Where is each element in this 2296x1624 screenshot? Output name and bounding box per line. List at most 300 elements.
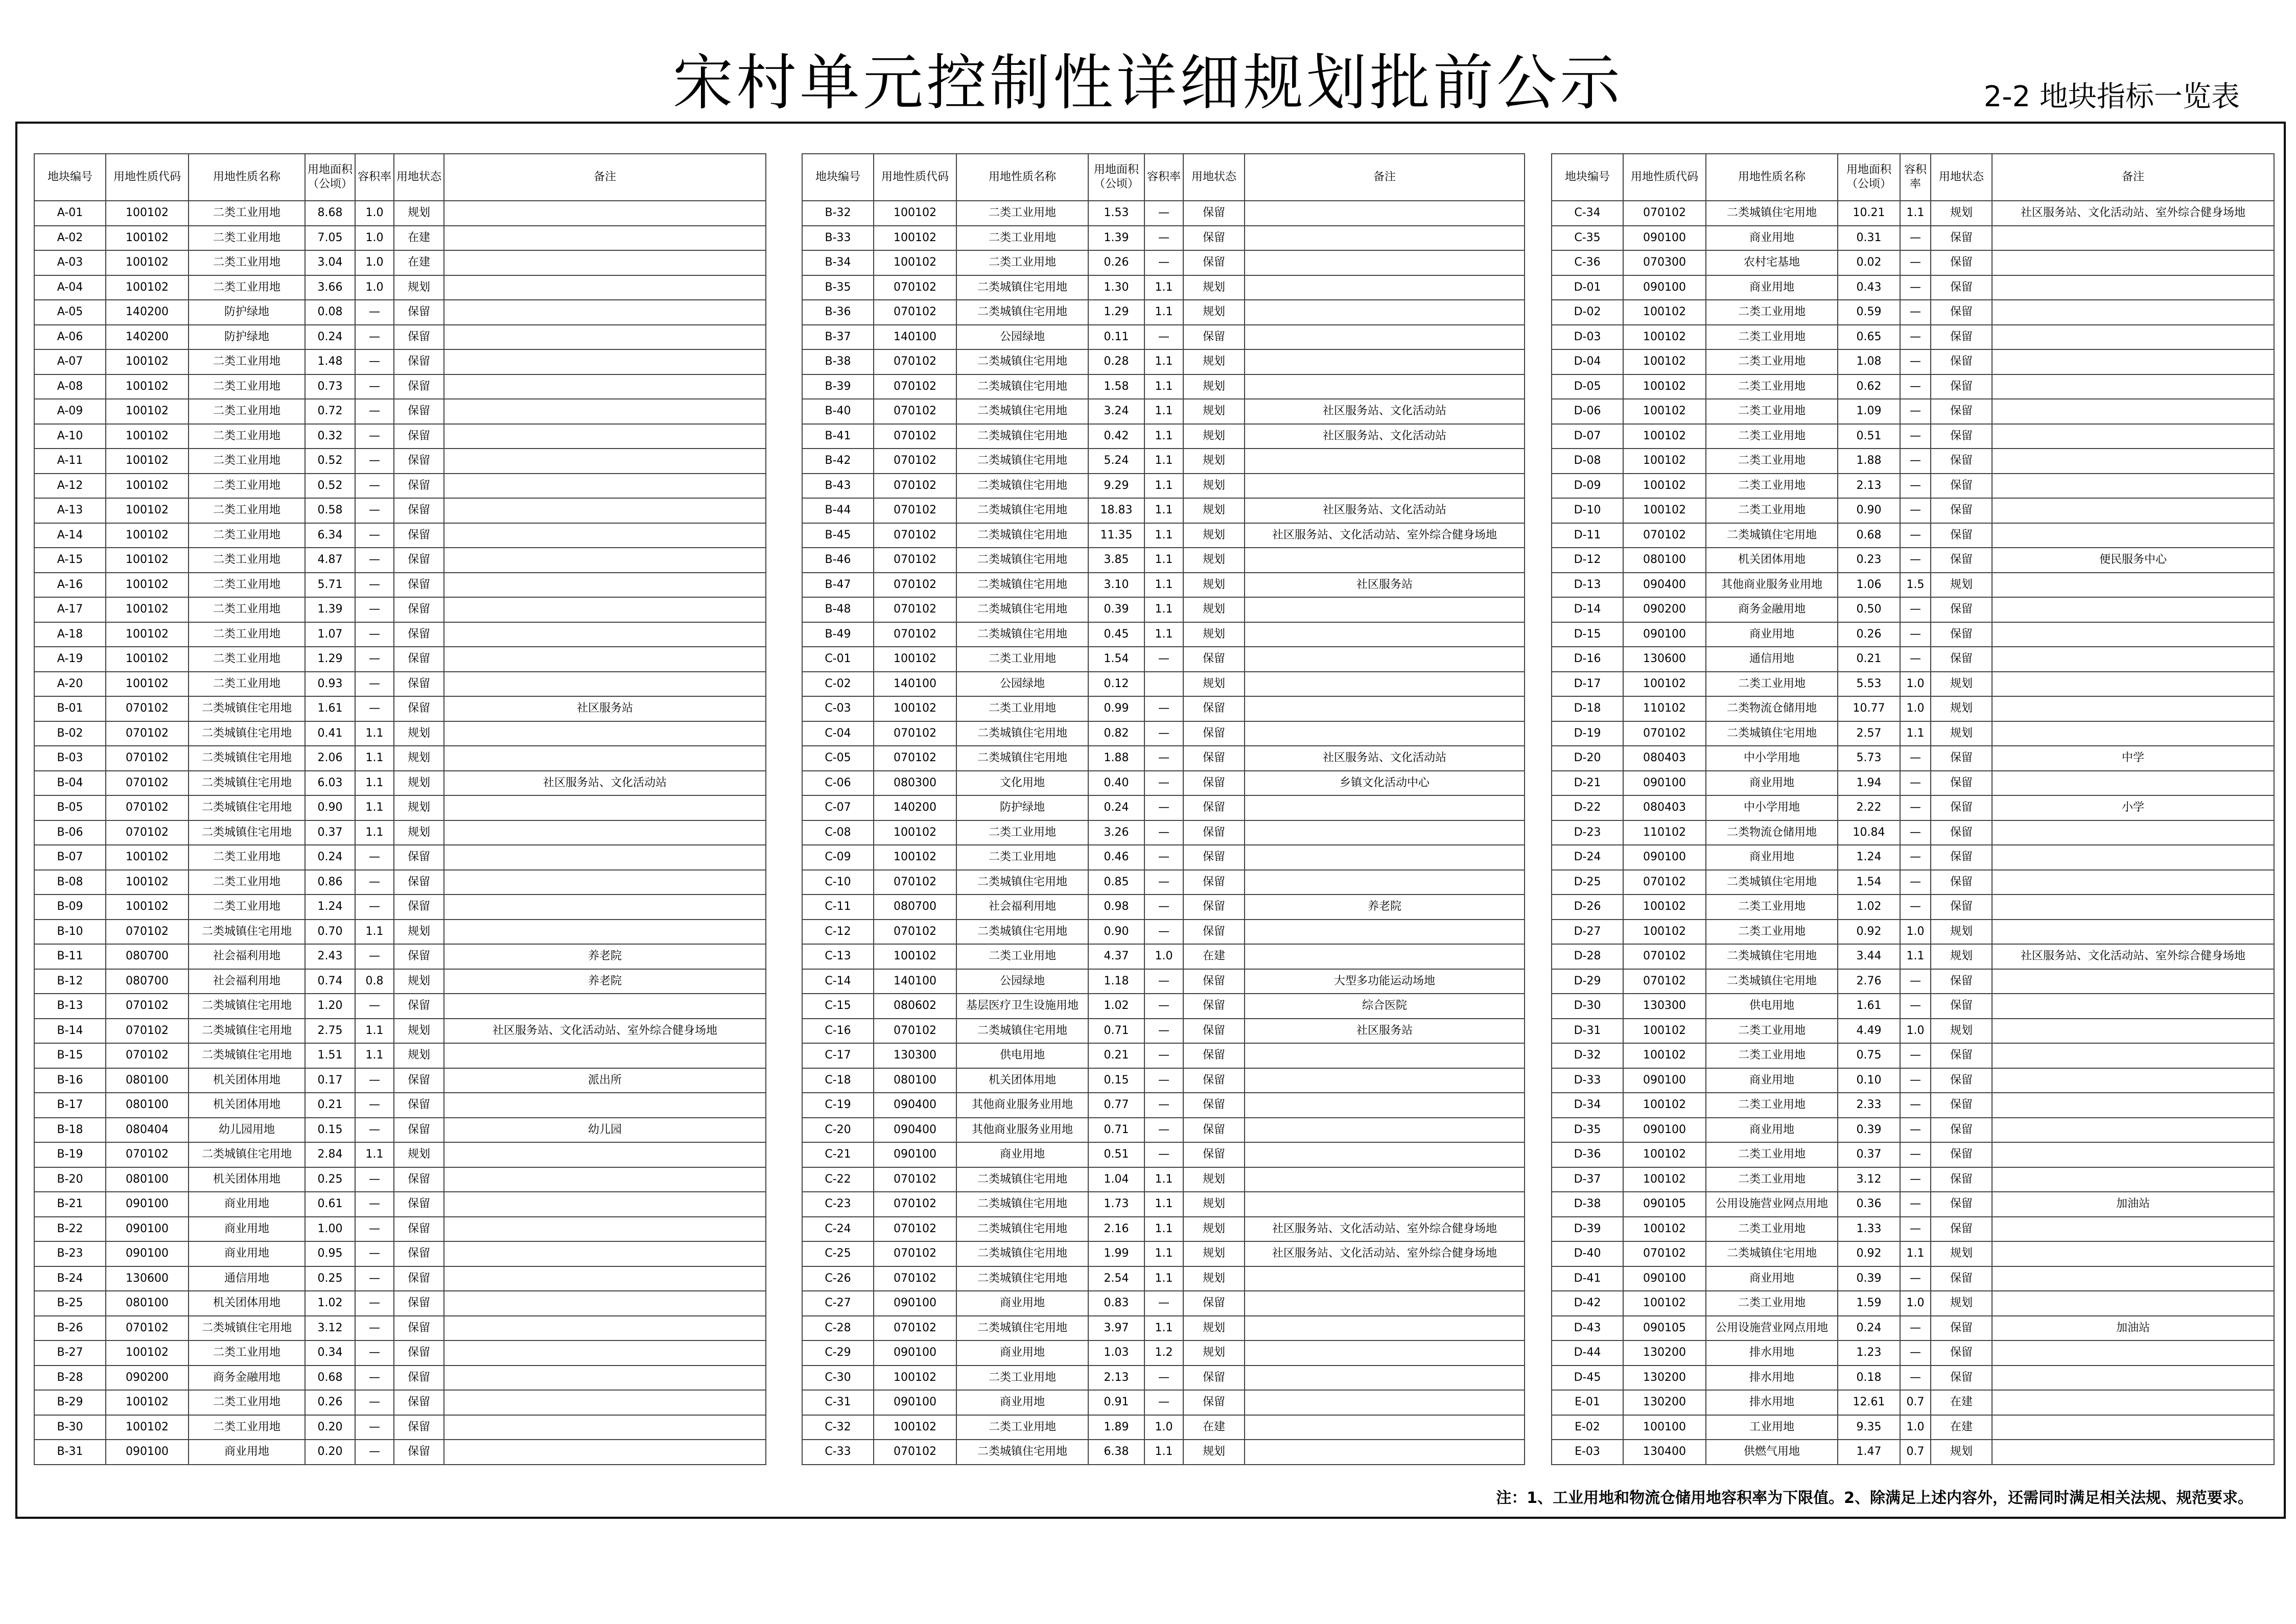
cell-land-code: 100102 <box>1623 424 1706 449</box>
cell-far: 1.2 <box>1144 1340 1183 1366</box>
cell-remarks <box>1992 895 2274 920</box>
cell-remarks <box>1992 474 2274 499</box>
cell-far: 1.0 <box>1144 1415 1183 1440</box>
table-row <box>802 746 1525 771</box>
cell-plot-id: C-21 <box>802 1142 874 1167</box>
cell-status: 在建 <box>1183 1415 1245 1440</box>
cell-remarks <box>1245 647 1525 672</box>
cell-far: — <box>1900 424 1931 449</box>
cell-remarks <box>444 820 766 845</box>
cell-remarks: 社区服务站、文化活动站 <box>1245 424 1525 449</box>
cell-land-name: 二类工业用地 <box>189 647 305 672</box>
cell-area: 0.58 <box>305 498 355 523</box>
cell-far: — <box>1900 349 1931 374</box>
cell-plot-id: D-41 <box>1552 1266 1623 1291</box>
cell-land-code: 070102 <box>874 449 956 474</box>
cell-far: — <box>1900 226 1931 251</box>
cell-status: 规划 <box>1183 374 1245 399</box>
cell-far: — <box>355 1440 394 1465</box>
cell-status: 规划 <box>394 1142 444 1167</box>
cell-status: 保留 <box>394 1415 444 1440</box>
cell-far: 1.0 <box>355 250 394 275</box>
cell-land-name: 二类城镇住宅用地 <box>189 721 305 746</box>
cell-area: 0.52 <box>305 474 355 499</box>
cell-status: 保留 <box>1931 1192 1992 1217</box>
cell-land-code: 080700 <box>106 969 189 994</box>
table-row <box>1552 721 2274 746</box>
col-header-land-code: 用地性质代码 <box>874 154 956 201</box>
cell-plot-id: C-25 <box>802 1241 874 1266</box>
cell-land-code: 070102 <box>106 1043 189 1068</box>
cell-plot-id: D-08 <box>1552 449 1623 474</box>
cell-area: 2.54 <box>1088 1266 1144 1291</box>
table-row <box>1552 1266 2274 1291</box>
cell-remarks <box>1245 1192 1525 1217</box>
table-header-row <box>802 154 1525 201</box>
cell-status: 保留 <box>394 1316 444 1341</box>
table-row <box>34 523 766 548</box>
cell-status: 保留 <box>1183 845 1245 870</box>
cell-remarks <box>444 672 766 697</box>
cell-area: 1.94 <box>1838 771 1900 796</box>
cell-plot-id: C-28 <box>802 1316 874 1341</box>
cell-far: — <box>1900 969 1931 994</box>
cell-plot-id: D-35 <box>1552 1118 1623 1143</box>
cell-land-code: 070102 <box>874 870 956 895</box>
cell-area: 2.06 <box>305 746 355 771</box>
cell-land-name: 二类工业用地 <box>1706 474 1838 499</box>
cell-far: 0.7 <box>1900 1440 1931 1465</box>
cell-plot-id: C-23 <box>802 1192 874 1217</box>
table-row <box>34 696 766 721</box>
cell-plot-id: C-35 <box>1552 226 1623 251</box>
cell-area: 10.21 <box>1838 201 1900 226</box>
cell-area: 0.59 <box>1838 300 1900 325</box>
table-row <box>34 1440 766 1465</box>
cell-plot-id: B-42 <box>802 449 874 474</box>
cell-far: — <box>1900 449 1931 474</box>
table-row <box>1552 920 2274 945</box>
cell-area: 3.26 <box>1088 820 1144 845</box>
cell-status: 规划 <box>1183 1217 1245 1242</box>
cell-plot-id: D-01 <box>1552 275 1623 300</box>
cell-area: 1.53 <box>1088 201 1144 226</box>
cell-far: 1.0 <box>1900 1291 1931 1316</box>
cell-plot-id: A-05 <box>34 300 106 325</box>
cell-plot-id: D-19 <box>1552 721 1623 746</box>
cell-plot-id: B-21 <box>34 1192 106 1217</box>
table-row <box>802 1390 1525 1415</box>
table-row <box>34 622 766 647</box>
cell-land-name: 商业用地 <box>956 1291 1088 1316</box>
table-row <box>34 870 766 895</box>
cell-remarks <box>444 474 766 499</box>
table-row <box>802 895 1525 920</box>
cell-area: 0.31 <box>1838 226 1900 251</box>
cell-far: 1.1 <box>1144 300 1183 325</box>
cell-plot-id: D-43 <box>1552 1316 1623 1341</box>
table-row <box>1552 1241 2274 1266</box>
cell-far: — <box>1900 845 1931 870</box>
cell-plot-id: B-47 <box>802 573 874 598</box>
cell-status: 保留 <box>1931 548 1992 573</box>
cell-land-name: 公园绿地 <box>956 672 1088 697</box>
cell-far: — <box>1900 771 1931 796</box>
cell-land-name: 二类工业用地 <box>189 622 305 647</box>
table-row <box>1552 994 2274 1019</box>
cell-land-name: 机关团体用地 <box>956 1068 1088 1093</box>
cell-area: 3.85 <box>1088 548 1144 573</box>
cell-status: 保留 <box>1183 870 1245 895</box>
cell-remarks <box>444 498 766 523</box>
cell-land-code: 070102 <box>106 1316 189 1341</box>
cell-remarks: 大型多功能运动场地 <box>1245 969 1525 994</box>
col-header-remarks: 备注 <box>1992 154 2274 201</box>
cell-status: 保留 <box>1183 250 1245 275</box>
cell-status: 规划 <box>394 969 444 994</box>
cell-plot-id: C-10 <box>802 870 874 895</box>
cell-remarks <box>1992 424 2274 449</box>
cell-plot-id: C-11 <box>802 895 874 920</box>
cell-land-code: 080602 <box>874 994 956 1019</box>
table-row <box>802 1241 1525 1266</box>
cell-status: 保留 <box>1183 746 1245 771</box>
cell-status: 保留 <box>1931 1266 1992 1291</box>
cell-plot-id: A-11 <box>34 449 106 474</box>
cell-land-name: 二类城镇住宅用地 <box>956 498 1088 523</box>
cell-far: — <box>1900 300 1931 325</box>
cell-plot-id: B-15 <box>34 1043 106 1068</box>
cell-far: — <box>1900 870 1931 895</box>
table-row <box>802 325 1525 350</box>
cell-land-code: 070102 <box>874 622 956 647</box>
cell-land-code: 100102 <box>874 226 956 251</box>
cell-remarks: 综合医院 <box>1245 994 1525 1019</box>
cell-area: 2.22 <box>1838 795 1900 820</box>
cell-plot-id: C-19 <box>802 1093 874 1118</box>
cell-far <box>1144 672 1183 697</box>
cell-land-code: 070102 <box>106 994 189 1019</box>
cell-status: 规划 <box>394 795 444 820</box>
table-row <box>1552 1316 2274 1341</box>
cell-plot-id: B-19 <box>34 1142 106 1167</box>
cell-status: 规划 <box>1931 944 1992 969</box>
cell-plot-id: D-33 <box>1552 1068 1623 1093</box>
cell-plot-id: B-24 <box>34 1266 106 1291</box>
table-row <box>1552 597 2274 622</box>
cell-area: 0.17 <box>305 1068 355 1093</box>
cell-land-code: 100102 <box>106 647 189 672</box>
cell-remarks: 派出所 <box>444 1068 766 1093</box>
cell-area: 2.76 <box>1838 969 1900 994</box>
cell-status: 保留 <box>394 300 444 325</box>
cell-plot-id: D-18 <box>1552 696 1623 721</box>
cell-status: 在建 <box>394 250 444 275</box>
cell-far: — <box>1900 1118 1931 1143</box>
cell-land-code: 100102 <box>106 250 189 275</box>
cell-land-name: 中小学用地 <box>1706 795 1838 820</box>
cell-plot-id: B-17 <box>34 1093 106 1118</box>
cell-status: 规划 <box>1931 1440 1992 1465</box>
cell-land-name: 二类城镇住宅用地 <box>956 1217 1088 1242</box>
cell-plot-id: B-37 <box>802 325 874 350</box>
cell-land-code: 070102 <box>106 795 189 820</box>
col-header-plot-id: 地块编号 <box>802 154 874 201</box>
cell-area: 0.70 <box>305 920 355 945</box>
cell-area: 0.90 <box>305 795 355 820</box>
cell-land-code: 090100 <box>1623 226 1706 251</box>
cell-status: 规划 <box>1183 672 1245 697</box>
table-row <box>34 1415 766 1440</box>
cell-land-name: 二类工业用地 <box>1706 300 1838 325</box>
cell-land-code: 130300 <box>874 1043 956 1068</box>
cell-land-name: 二类工业用地 <box>189 870 305 895</box>
cell-status: 保留 <box>394 944 444 969</box>
table-row <box>802 250 1525 275</box>
table-row <box>1552 795 2274 820</box>
table-row <box>1552 349 2274 374</box>
cell-far: — <box>1144 795 1183 820</box>
cell-far: — <box>1900 523 1931 548</box>
cell-status: 保留 <box>1183 1142 1245 1167</box>
cell-remarks <box>444 523 766 548</box>
cell-land-name: 二类城镇住宅用地 <box>1706 969 1838 994</box>
cell-remarks <box>1992 870 2274 895</box>
cell-remarks: 社区服务站、文化活动站、室外综合健身场地 <box>1245 1217 1525 1242</box>
cell-remarks <box>444 895 766 920</box>
cell-land-code: 100102 <box>106 1390 189 1415</box>
cell-land-code: 100102 <box>106 474 189 499</box>
cell-land-code: 100102 <box>1623 474 1706 499</box>
table-row <box>34 721 766 746</box>
cell-plot-id: D-12 <box>1552 548 1623 573</box>
cell-plot-id: A-13 <box>34 498 106 523</box>
cell-remarks <box>444 275 766 300</box>
cell-far: 1.1 <box>1144 374 1183 399</box>
cell-status: 保留 <box>1931 795 1992 820</box>
cell-land-code: 070102 <box>1623 870 1706 895</box>
cell-plot-id: A-02 <box>34 226 106 251</box>
cell-remarks <box>444 325 766 350</box>
cell-land-name: 二类城镇住宅用地 <box>956 1266 1088 1291</box>
table-row <box>802 275 1525 300</box>
cell-area: 2.16 <box>1088 1217 1144 1242</box>
cell-land-name: 商业用地 <box>189 1440 305 1465</box>
cell-area: 0.91 <box>1088 1390 1144 1415</box>
cell-land-code: 140100 <box>874 672 956 697</box>
cell-status: 保留 <box>1931 994 1992 1019</box>
cell-status: 保留 <box>394 672 444 697</box>
cell-land-name: 二类城镇住宅用地 <box>956 275 1088 300</box>
cell-land-code: 090100 <box>874 1291 956 1316</box>
cell-status: 规划 <box>1183 300 1245 325</box>
cell-land-code: 100102 <box>106 672 189 697</box>
cell-area: 1.29 <box>1088 300 1144 325</box>
cell-plot-id: A-18 <box>34 622 106 647</box>
cell-area: 0.50 <box>1838 597 1900 622</box>
cell-land-code: 090100 <box>1623 1266 1706 1291</box>
col-header-land-code: 用地性质代码 <box>1623 154 1706 201</box>
cell-plot-id: D-32 <box>1552 1043 1623 1068</box>
cell-status: 规划 <box>1183 275 1245 300</box>
cell-far: — <box>1144 647 1183 672</box>
table-row <box>802 424 1525 449</box>
cell-remarks <box>1245 1043 1525 1068</box>
table-row <box>1552 275 2274 300</box>
cell-land-code: 070102 <box>874 1241 956 1266</box>
table-row <box>34 1366 766 1391</box>
cell-plot-id: B-09 <box>34 895 106 920</box>
table-row <box>34 597 766 622</box>
cell-area: 1.99 <box>1088 1241 1144 1266</box>
cell-remarks <box>1992 226 2274 251</box>
cell-land-name: 供燃气用地 <box>1706 1440 1838 1465</box>
cell-remarks <box>444 1390 766 1415</box>
cell-plot-id: B-05 <box>34 795 106 820</box>
cell-area: 2.84 <box>305 1142 355 1167</box>
table-row <box>34 1241 766 1266</box>
cell-land-name: 二类工业用地 <box>1706 374 1838 399</box>
cell-status: 保留 <box>394 1217 444 1242</box>
table-row <box>34 1118 766 1143</box>
cell-far: — <box>1144 969 1183 994</box>
cell-status: 保留 <box>1931 622 1992 647</box>
cell-land-code: 100102 <box>1623 349 1706 374</box>
cell-plot-id: D-40 <box>1552 1241 1623 1266</box>
cell-status: 规划 <box>1183 1241 1245 1266</box>
cell-plot-id: B-26 <box>34 1316 106 1341</box>
cell-land-name: 二类工业用地 <box>189 399 305 424</box>
cell-status: 保留 <box>394 1167 444 1192</box>
cell-status: 保留 <box>1931 424 1992 449</box>
cell-plot-id: D-38 <box>1552 1192 1623 1217</box>
cell-land-code: 080300 <box>874 771 956 796</box>
cell-land-code: 100102 <box>874 845 956 870</box>
cell-land-code: 090105 <box>1623 1192 1706 1217</box>
cell-area: 11.35 <box>1088 523 1144 548</box>
cell-area: 1.88 <box>1088 746 1144 771</box>
cell-land-code: 100102 <box>1623 1043 1706 1068</box>
cell-remarks <box>444 1291 766 1316</box>
cell-plot-id: C-13 <box>802 944 874 969</box>
cell-remarks <box>1992 672 2274 697</box>
cell-plot-id: D-11 <box>1552 523 1623 548</box>
table-row <box>802 1266 1525 1291</box>
cell-land-name: 二类工业用地 <box>189 1390 305 1415</box>
cell-land-name: 商业用地 <box>1706 1266 1838 1291</box>
cell-status: 保留 <box>394 895 444 920</box>
col-header-land-name: 用地性质名称 <box>956 154 1088 201</box>
cell-area: 1.89 <box>1088 1415 1144 1440</box>
cell-area: 0.95 <box>305 1241 355 1266</box>
cell-land-name: 二类工业用地 <box>1706 920 1838 945</box>
cell-remarks <box>1992 622 2274 647</box>
cell-area: 4.87 <box>305 548 355 573</box>
cell-land-name: 二类城镇住宅用地 <box>1706 870 1838 895</box>
cell-remarks: 中学 <box>1992 746 2274 771</box>
cell-land-code: 070102 <box>874 349 956 374</box>
cell-status: 规划 <box>1183 573 1245 598</box>
cell-land-name: 公用设施营业网点用地 <box>1706 1192 1838 1217</box>
cell-plot-id: C-16 <box>802 1019 874 1044</box>
cell-area: 1.73 <box>1088 1192 1144 1217</box>
cell-remarks <box>1245 275 1525 300</box>
cell-far: — <box>355 672 394 697</box>
cell-status: 保留 <box>1183 1366 1245 1391</box>
cell-remarks <box>1245 1093 1525 1118</box>
cell-land-name: 二类物流仓储用地 <box>1706 820 1838 845</box>
cell-area: 0.52 <box>305 449 355 474</box>
cell-plot-id: D-27 <box>1552 920 1623 945</box>
cell-area: 1.47 <box>1838 1440 1900 1465</box>
cell-status: 保留 <box>1183 820 1245 845</box>
cell-plot-id: D-02 <box>1552 300 1623 325</box>
cell-plot-id: A-10 <box>34 424 106 449</box>
cell-remarks <box>1992 1167 2274 1192</box>
cell-plot-id: B-12 <box>34 969 106 994</box>
table-row <box>802 994 1525 1019</box>
cell-remarks <box>1992 820 2274 845</box>
cell-status: 规划 <box>1183 1440 1245 1465</box>
cell-land-code: 100102 <box>1623 1093 1706 1118</box>
cell-status: 保留 <box>1183 647 1245 672</box>
cell-far: 1.1 <box>1900 1241 1931 1266</box>
cell-remarks <box>1245 1142 1525 1167</box>
cell-remarks <box>1245 696 1525 721</box>
cell-status: 保留 <box>394 1390 444 1415</box>
cell-remarks <box>444 1340 766 1366</box>
cell-far: 1.0 <box>1900 1415 1931 1440</box>
cell-remarks <box>444 349 766 374</box>
cell-land-code: 100102 <box>106 349 189 374</box>
cell-far: — <box>1900 820 1931 845</box>
cell-remarks <box>1245 1340 1525 1366</box>
cell-plot-id: A-12 <box>34 474 106 499</box>
cell-land-name: 二类城镇住宅用地 <box>189 994 305 1019</box>
table-row <box>802 474 1525 499</box>
cell-land-name: 商业用地 <box>1706 845 1838 870</box>
cell-status: 保留 <box>394 1440 444 1465</box>
cell-status: 保留 <box>1931 647 1992 672</box>
table-row <box>802 1415 1525 1440</box>
cell-remarks <box>1992 696 2274 721</box>
cell-area: 1.39 <box>305 597 355 622</box>
cell-land-code: 080100 <box>1623 548 1706 573</box>
cell-plot-id: D-13 <box>1552 573 1623 598</box>
cell-land-code: 090100 <box>106 1192 189 1217</box>
col-header-remarks: 备注 <box>1245 154 1525 201</box>
cell-land-code: 090100 <box>106 1440 189 1465</box>
cell-area: 0.26 <box>1838 622 1900 647</box>
cell-remarks: 社区服务站、文化活动站、室外综合健身场地 <box>444 1019 766 1044</box>
cell-land-name: 二类城镇住宅用地 <box>189 696 305 721</box>
cell-land-code: 090100 <box>874 1142 956 1167</box>
cell-land-name: 商业用地 <box>1706 622 1838 647</box>
cell-area: 6.34 <box>305 523 355 548</box>
cell-remarks <box>444 250 766 275</box>
col-header-status: 用地状态 <box>1183 154 1245 201</box>
cell-area: 2.33 <box>1838 1093 1900 1118</box>
cell-land-code: 070102 <box>1623 201 1706 226</box>
cell-plot-id: D-09 <box>1552 474 1623 499</box>
cell-plot-id: B-29 <box>34 1390 106 1415</box>
cell-land-name: 公园绿地 <box>956 969 1088 994</box>
cell-far: 0.8 <box>355 969 394 994</box>
cell-remarks <box>1992 399 2274 424</box>
cell-land-name: 二类物流仓储用地 <box>1706 696 1838 721</box>
cell-land-code: 070102 <box>1623 1241 1706 1266</box>
cell-area: 3.44 <box>1838 944 1900 969</box>
